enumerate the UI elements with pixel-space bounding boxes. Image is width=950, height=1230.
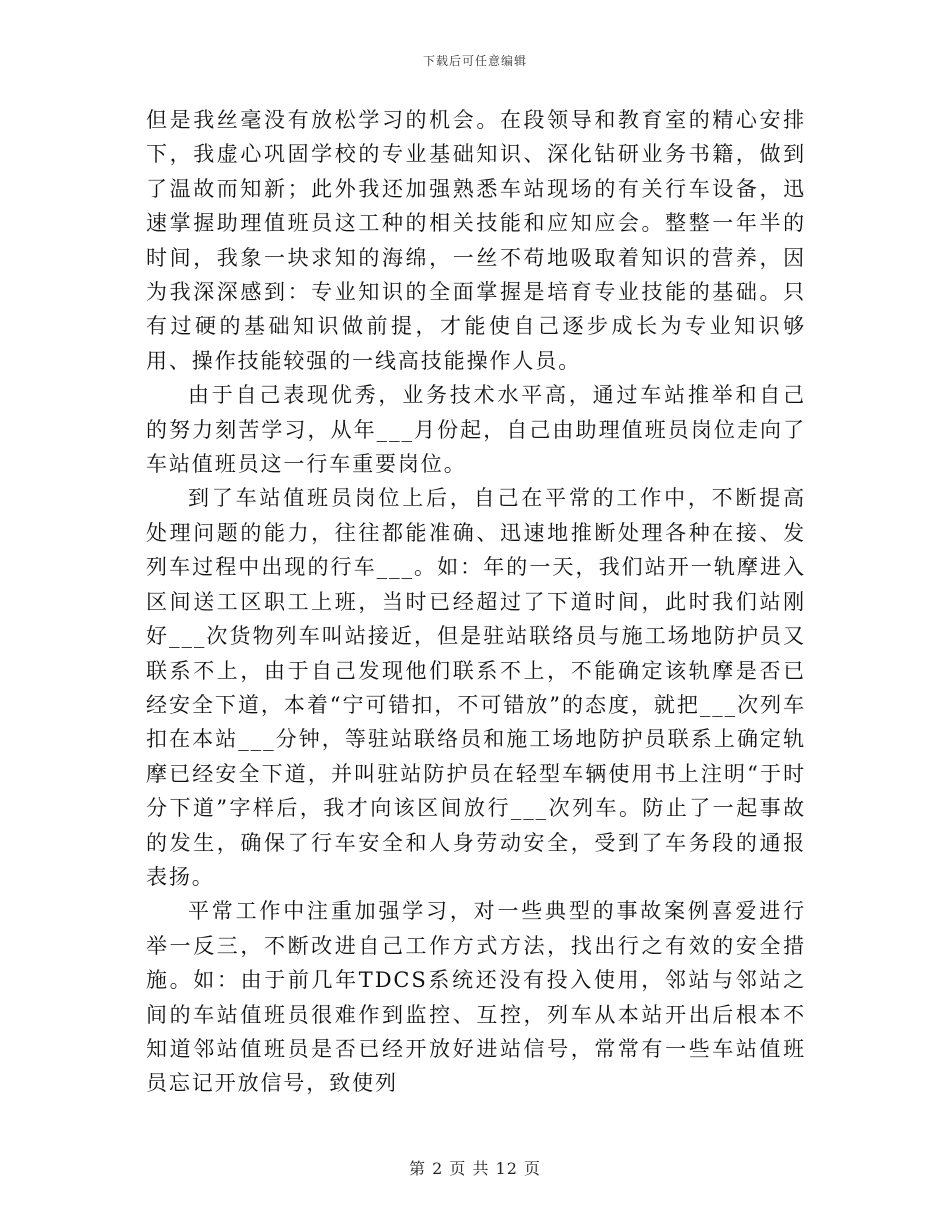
paragraph-4: 平常工作中注重加强学习，对一些典型的事故案例喜爱进行举一反三，不断改进自己工作方式方法，找出行之有效的安全措施。如：由于前几年TDCS系统还没有投入使用，邻站与邻站之间的车站值班员很难作到监控、互控，列车从本站开出后根本不知道邻站值班员是否已经开放好进站信号，常常有一些车站值班员忘记开放信号，致使列 [146,899,806,1096]
document-body [146,103,806,1101]
paragraph-1: 但是我丝毫没有放松学习的机会。在段领导和教育室的精心安排下，我虚心巩固学校的专业基础知识、深化钻研业务书籍，做到了温故而知新；此外我还加强熟悉车站现场的有关行车设备，迅速掌握助理值班员这工种的相关技能和应知应会。整整一年半的时间，我象一块求知的海绵，一丝不苟地吸取着知识的营养，因为我深深感到：专业知识的全面掌握是培育专业技能的基础。只有过硬的基础知识做前提，才能使自己逐步成长为专业知识够用、操作技能较强的一线高技能操作人员。 [146,108,806,373]
page-number-footer: 第 2 页 共 12 页 [409,1159,541,1178]
page-header: 下载后可任意编辑 [422,54,527,68]
paragraph-3: 到了车站值班员岗位上后，自己在平常的工作中，不断提高处理问题的能力，往往都能准确、迅速地推断处理各种在接、发列车过程中出现的行车___。如：年的一天，我们站开一轨摩进入区间送工区职工上班，当时已经超过了下道时间，此时我们站刚好___次货物列车叫站接近，但是驻站联络员与施工场地防护员又联系不上，由于自己发现他们联系不上，不能确定该轨摩是否已经安全下道，本着“宁可错扣，不可错放”的态度，就把___次列车扣在本站___分钟，等驻站联络员和施工场地防护员联系上确定轨摩已经安全下道，并叫驻站防护员在轻型车辆使用书上注明“于时分下道”字样后，我才向该区间放行___次列车。防止了一起事故的发生，确保了行车安全和人身劳动安全，受到了车务段的通报表扬。 [146,486,806,889]
paragraph-2: 由于自己表现优秀，业务技术水平高，通过车站推举和自己的努力刻苦学习，从年___月份起，自己由助理值班员岗位走向了车站值班员这一行车重要岗位。 [146,383,806,477]
